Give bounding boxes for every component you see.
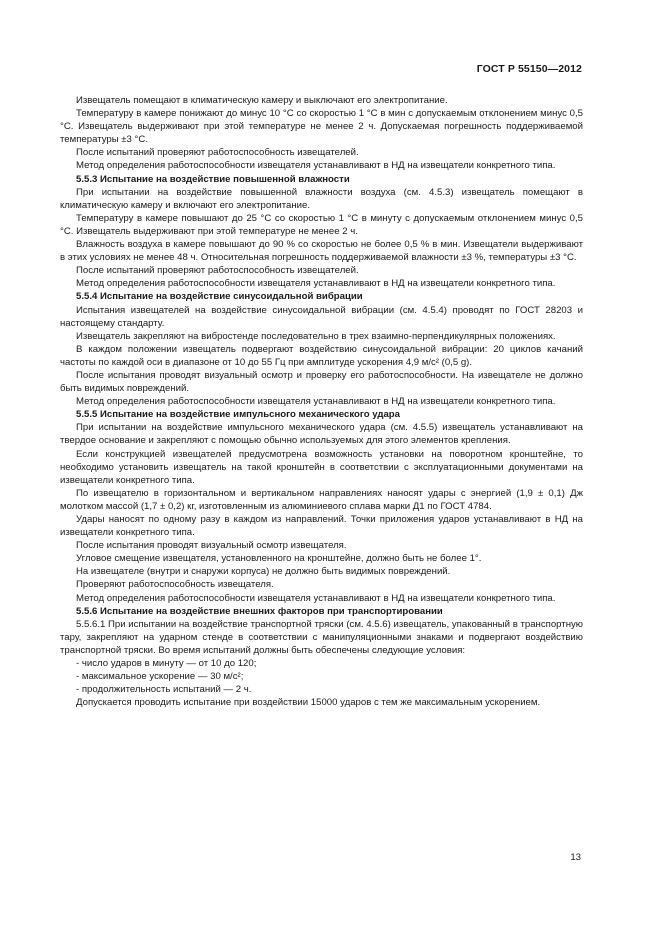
body-paragraph: Угловое смещение извещателя, установленного на кронштейне, должно быть не более 1°. — [76, 553, 482, 565]
section-heading: 5.5.5 Испытание на воздействие импульсного механического удара — [76, 409, 400, 421]
body-paragraph: Метод определения работоспособности извещателя устанавливают в НД на извещатели конкретного типа. — [76, 160, 556, 172]
body-paragraph: При испытании на воздействие повышенной влажности воздуха (см. 4.5.3) извещатель помещают в климатическую камеру и включают его электропитание. — [60, 186, 583, 211]
body-paragraph: В каждом положении извещатель подвергают воздействию синусоидальной вибрации: 20 циклов качаний частоты по каждой оси в диапазоне от 10 до 55 Гц при амплитуде ускорения 4,9 м/с² (0,5 g). — [60, 343, 583, 368]
section-heading: 5.5.4 Испытание на воздействие синусоидальной вибрации — [76, 291, 363, 303]
page-number: 13 — [570, 852, 581, 863]
body-paragraph: После испытания проводят визуальный осмотр и проверку его работоспособности. На извещателе не должно быть видимых повреждений. — [60, 369, 583, 395]
body-paragraph: Метод определения работоспособности извещателя устанавливают в НД на извещатели конкретного типа. — [76, 396, 556, 408]
body-paragraph: Если конструкцией извещателей предусмотрена возможность установки на поворотном кронштейне, то необходимо установить извещатель на такой кронштейн в соответствии с эксплуатационными документами на извещатели конкретного типа. — [60, 448, 583, 486]
section-heading: 5.5.3 Испытание на воздействие повышенной влажности — [76, 173, 350, 185]
document-id-header: ГОСТ Р 55150—2012 — [476, 63, 582, 75]
body-paragraph: Допускается проводить испытание при воздействии 15000 ударов с тем же максимальным ускорением. — [76, 697, 541, 709]
body-paragraph: После испытаний проверяют работоспособность извещателей. — [76, 147, 359, 159]
body-paragraph: После испытания проводят визуальный осмотр извещателя. — [76, 540, 347, 552]
body-paragraph: По извещателю в горизонтальном и вертикальном направлениях наносят удары с энергией (1,9 ± 0,1) Дж молотком массой (1,7 ± 0,2) кг, изготовленным из алюминиевого сплава марки Д1 по ГОСТ 4784. — [60, 487, 583, 512]
body-paragraph: Извещатель помещают в климатическую камеру и выключают его электропитание. — [76, 95, 448, 106]
body-paragraph: После испытаний проверяют работоспособность извещателей. — [76, 265, 359, 277]
list-item: - продолжительность испытаний — 2 ч. — [76, 684, 252, 696]
section-heading: 5.5.6 Испытание на воздействие внешних факторов при транспортировании — [76, 605, 443, 617]
body-paragraph: Температуру в камере повышают до 25 °С со скоростью 1 °С в минуту с допускаемым отклонением минус 0,5 °С. Извещатель выдерживают при этой температуре не менее 2 ч. — [60, 212, 583, 237]
body-paragraph: На извещателе (внутри и снаружи корпуса) не должно быть видимых повреждений. — [76, 566, 451, 578]
body-paragraph: Проверяют работоспособность извещателя. — [76, 579, 274, 591]
body-paragraph: 5.5.6.1 При испытании на воздействие транспортной тряски (см. 4.5.6) извещатель, упакованный в транспортную тару, закрепляют на ударном стенде в соответствии с манипуляционными знаками и подвергают воздействию транспортной тряски. Во время испытаний должны быть обеспечены следующие условия: — [60, 618, 583, 656]
body-paragraph: Испытания извещателей на воздействие синусоидальной вибрации (см. 4.5.4) проводят по ГОСТ 28203 и настоящему стандарту. — [60, 304, 583, 329]
body-paragraph: Извещатель закрепляют на вибростенде последовательно в трех взаимно-перпендикулярных положениях. — [76, 330, 556, 342]
document-body — [60, 94, 583, 709]
body-paragraph: Температуру в камере понижают до минус 10 °С со скоростью 1 °С в мин с допускаемым отклонением минус 0,5 °С. Извещатель выдерживают при этой температуре не менее 2 ч. Допускаемая погрешность поддерживаемой температуры ±3 °С. — [60, 108, 583, 146]
body-paragraph: Метод определения работоспособности извещателя устанавливают в НД на извещатели конкретного типа. — [76, 592, 556, 604]
list-item: - число ударов в минуту — от 10 до 120; — [76, 658, 257, 670]
body-paragraph: Удары наносят по одному разу в каждом из направлений. Точки приложения ударов устанавливают в НД на извещатели конкретного типа. — [60, 514, 583, 539]
body-paragraph: Метод определения работоспособности извещателя устанавливают в НД на извещатели конкретного типа. — [76, 278, 556, 290]
body-paragraph: Влажность воздуха в камере повышают до 90 % со скоростью не более 0,5 % в мин. Извещатели выдерживают в этих условиях не менее 48 ч. Относительная погрешность поддерживаемой влажности ±3 %, температуры ±3 °С. — [60, 239, 583, 264]
list-item: - максимальное ускорение — 30 м/с²; — [76, 671, 244, 683]
body-paragraph: При испытании на воздействие импульсного механического удара (см. 4.5.5) извещатель устанавливают на твердое основание и закрепляют с помощью обычно используемых для этого элементов крепления. — [60, 422, 583, 447]
